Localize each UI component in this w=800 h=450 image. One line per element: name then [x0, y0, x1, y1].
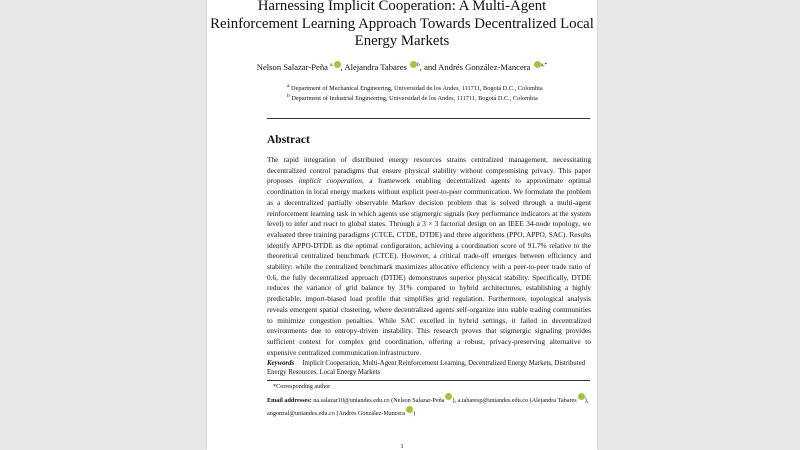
page-number: 1 [400, 443, 404, 450]
orcid-icon[interactable] [578, 393, 585, 400]
abstract-emphasis: implicit cooperation [298, 176, 362, 186]
affiliation-b-text: Department of Industrial Engineering, Universidad de los Andes, 111711, Bogotá D.C., Colombia [291, 95, 538, 103]
abstract-heading: Abstract [267, 134, 310, 146]
orcid-icon[interactable] [334, 61, 341, 68]
email-label: Email addresses: [267, 397, 312, 404]
author-2-name: Alejandra Tabares [344, 62, 407, 72]
abstract-text-part-2: , a framework enabling decentralized agents to approximate optimal coordination in local energy markets without explicit peer-to-peer communication. We formulate the problem as a decentralized partially observable Markov decision problem that is solved through a multi-agent reinforcement learning task in which agents use stigmergic signals (key performance indicators at the system level) to infer and react to global states. Through a 3 × 3 factorial design on an IEEE 34-node topology, we evaluated three training paradigms (CTCE, CTDE, DTDE) and three algorithms (PPO, APPO, SAC). Results identify APPO-DTDE as the optimal configuration, achieving a coordination score of 91.7% relative to the theoretical centralized benchmark (CTCE). However, a critical trade-off emerges between efficiency and stability: while the centralized benchmark maximizes allocative efficiency with a peer-to-peer trade ratio of 0.6, the fully decentralized approach (DTDE) demonstrates superior physical stability. Specifically, DTDE reduces the variance of grid balance by 31% compared to hybrid architectures, establishing a highly predictable, import-biased load profile that simplifies grid regulation. Furthermore, topological analysis reveals emergent spatial clustering, where decentralized agents self-organize into stable trading communities to minimize congestion penalties. While SAC excelled in hybrid settings, it failed in decentralized environments due to entropy-driven instability. This research proves that stigmergic signaling provides sufficient context for complex grid coordination, offering a robust, privacy-preserving alternative to expensive centralized communication infrastructure. [267, 176, 591, 357]
footnote-divider [267, 380, 590, 381]
author-1-name: Nelson Salazar-Peña [256, 62, 328, 72]
affiliation-b: $^b$ Department of Industrial Engineering, Universidad de los Andes, 111711, Bogotá D.C., Colombia [287, 93, 538, 103]
email-addresses [267, 393, 591, 418]
paper-page [207, 0, 597, 450]
title-line-2: Reinforcement Learning Approach Towards Decentralized Local [210, 15, 594, 32]
author-list: Nelson Salazar-Peña $^a$ , Alejandra Tabares $^b$, and Andrés González-Mancera $^{a,*}$ [256, 62, 548, 72]
email-3[interactable]: angonzal@uniandes.edu.co (Andrés González-Mancera [267, 409, 405, 417]
title-line-1: Harnessing Implicit Cooperation: A Multi-Agent [257, 0, 547, 14]
affiliation-a: $^a$ Department of Mechanical Engineering, Universidad de los Andes, 111711, Bogotá D.C., Colombia [287, 83, 543, 93]
header-divider [267, 118, 590, 119]
keywords-label: Keywords [267, 360, 295, 367]
affiliation-a-text: Department of Mechanical Engineering, Universidad de los Andes, 111711, Bogotá D.C., Colombia [291, 85, 543, 93]
corresponding-author-note: *Corresponding author [273, 383, 331, 390]
abstract-text [267, 155, 591, 358]
orcid-icon[interactable] [410, 61, 417, 68]
author-1-affil-mark: a [330, 62, 333, 69]
author-3-name: and Andrés González-Mancera [424, 62, 531, 72]
orcid-icon[interactable] [406, 406, 413, 413]
email-1[interactable]: na.salazar10@uniandes.edu.co (Nelson Salazar-Peña [313, 397, 445, 404]
author-2-affil-mark: b [417, 62, 420, 69]
keywords [267, 360, 591, 377]
title-line-3: Energy Markets [354, 33, 450, 49]
paper-title [207, 0, 597, 51]
author-3-affil-mark: a,* [540, 62, 548, 69]
abstract-text-part-1: The rapid integration of distributed energy resources strains centralized management, necessitating decentralized control paradigms that ensure physical stability without compromising privacy. This paper proposes [267, 155, 591, 186]
email-close: ) [412, 409, 416, 417]
keywords-text: Implicit Cooperation, Multi-Agent Reinforcement Learning, Decentralized Energy Markets, Distributed Energy Resources, Local Energy Markets [267, 360, 586, 376]
email-separator: ), [584, 397, 589, 404]
email-2[interactable]: ), a.tabaresp@uniandes.edu.co (Alejandra Tabares [452, 397, 577, 404]
orcid-icon[interactable] [534, 61, 541, 68]
